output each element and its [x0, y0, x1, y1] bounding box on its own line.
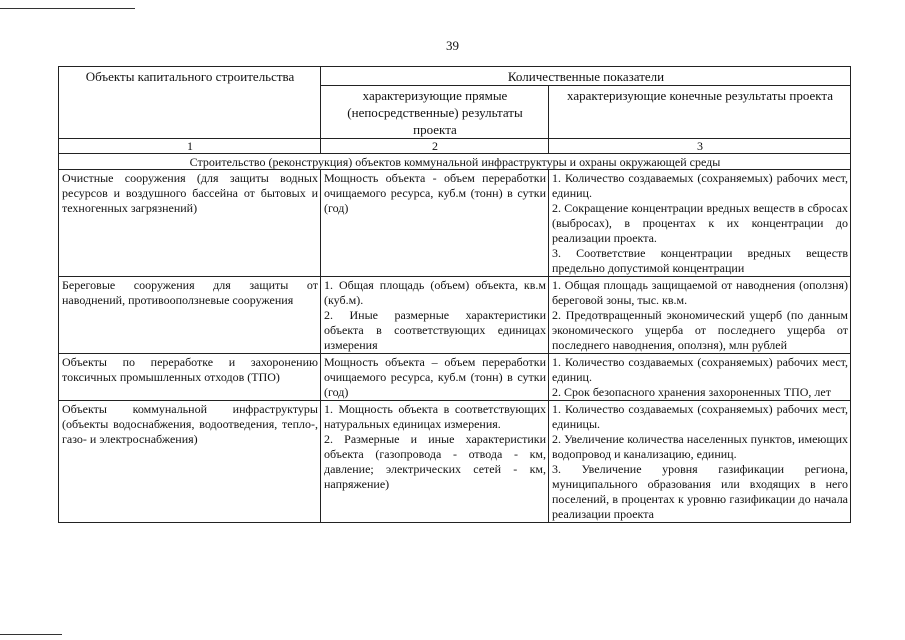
final-item: 2. Сокращение концентрации вредных веществ в сбросах (выбросах), в процентах к их концентрации до реализации проекта.	[552, 201, 849, 245]
column-number-2: 2	[321, 139, 549, 154]
object-cell: Береговые сооружения для защиты от наводнений, противооползневые сооружения	[59, 277, 321, 354]
direct-item: 1. Мощность объекта в соответствующих натуральных единицах измерения.	[324, 402, 546, 431]
indicators-table	[58, 66, 851, 523]
page-number: 39	[446, 38, 459, 53]
final-results-cell	[549, 401, 851, 523]
column-number-3: 3	[549, 139, 851, 154]
final-results-cell	[549, 277, 851, 354]
direct-results-cell	[321, 277, 549, 354]
final-item: 1. Количество создаваемых (сохраняемых) рабочих мест, единиц.	[552, 171, 849, 200]
bottom-edge-line	[0, 634, 62, 635]
final-item: 2. Срок безопасного хранения захороненных ТПО, лет	[552, 385, 831, 399]
final-item: 1. Общая площадь защищаемой от наводнения (оползня) береговой зоны, тыс. кв.м.	[552, 278, 849, 307]
direct-item: Мощность объекта - объем переработки очищаемого ресурса, куб.м (тонн) в сутки (год)	[324, 171, 546, 215]
section-title: Строительство (реконструкция) объектов коммунальной инфраструктуры и охраны окружающей среды	[59, 154, 851, 170]
table-row	[59, 170, 851, 277]
object-cell: Объекты по переработке и захоронению токсичных промышленных отходов (ТПО)	[59, 354, 321, 401]
header-col-objects: Объекты капитального строительства	[59, 67, 321, 139]
object-cell: Объекты коммунальной инфраструктуры (объекты водоснабжения, водоотведения, тепло-, газо- и электроснабжения)	[59, 401, 321, 523]
table-row	[59, 277, 851, 354]
final-item: 2. Увеличение количества населенных пунктов, имеющих водопровод и канализацию, единиц.	[552, 432, 849, 461]
direct-item: 1. Общая площадь (объем) объекта, кв.м (куб.м).	[324, 278, 546, 307]
final-item: 3. Увеличение уровня газификации региона, муниципального образования или входящих в него поселений, в процентах к уровню газификации до начала реализации проекта	[552, 462, 849, 521]
column-number-1: 1	[59, 139, 321, 154]
final-item: 1. Количество создаваемых (сохраняемых) рабочих мест, единицы.	[552, 402, 849, 431]
table-row	[59, 354, 851, 401]
header-row-top	[59, 67, 851, 86]
header-col-direct: характеризующие прямые (непосредственные) результаты проекта	[321, 86, 549, 139]
final-item: 2. Предотвращенный экономический ущерб (по данным экономического ущерба от последнего ущерба от последнего наводнения, оползня), млн рублей	[552, 308, 849, 352]
direct-item: 2. Иные размерные характеристики объекта в соответствующих единицах измерения	[324, 308, 546, 352]
final-item: 3. Соответствие концентрации вредных веществ предельно допустимой концентрации	[552, 246, 849, 275]
table-row	[59, 401, 851, 523]
direct-results-cell	[321, 401, 549, 523]
column-numbers-row	[59, 139, 851, 154]
direct-item: 2. Размерные и иные характеристики объекта (газопровода - отвода - км, давление; электрических сетей - км, напряжение)	[324, 432, 546, 491]
final-results-cell	[549, 354, 851, 401]
final-item: 1. Количество создаваемых (сохраняемых) рабочих мест, единиц.	[552, 355, 849, 384]
header-group-quantitative: Количественные показатели	[321, 67, 851, 86]
direct-results-cell	[321, 354, 549, 401]
object-cell: Очистные сооружения (для защиты водных ресурсов и воздушного бассейна от бытовых и техногенных загрязнений)	[59, 170, 321, 277]
direct-item: Мощность объекта – объем переработки очищаемого ресурса, куб.м (тонн) в сутки (год)	[324, 355, 546, 399]
final-results-cell	[549, 170, 851, 277]
top-edge-line	[0, 8, 135, 9]
direct-results-cell	[321, 170, 549, 277]
section-row	[59, 154, 851, 170]
header-col-final: характеризующие конечные результаты проекта	[549, 86, 851, 139]
